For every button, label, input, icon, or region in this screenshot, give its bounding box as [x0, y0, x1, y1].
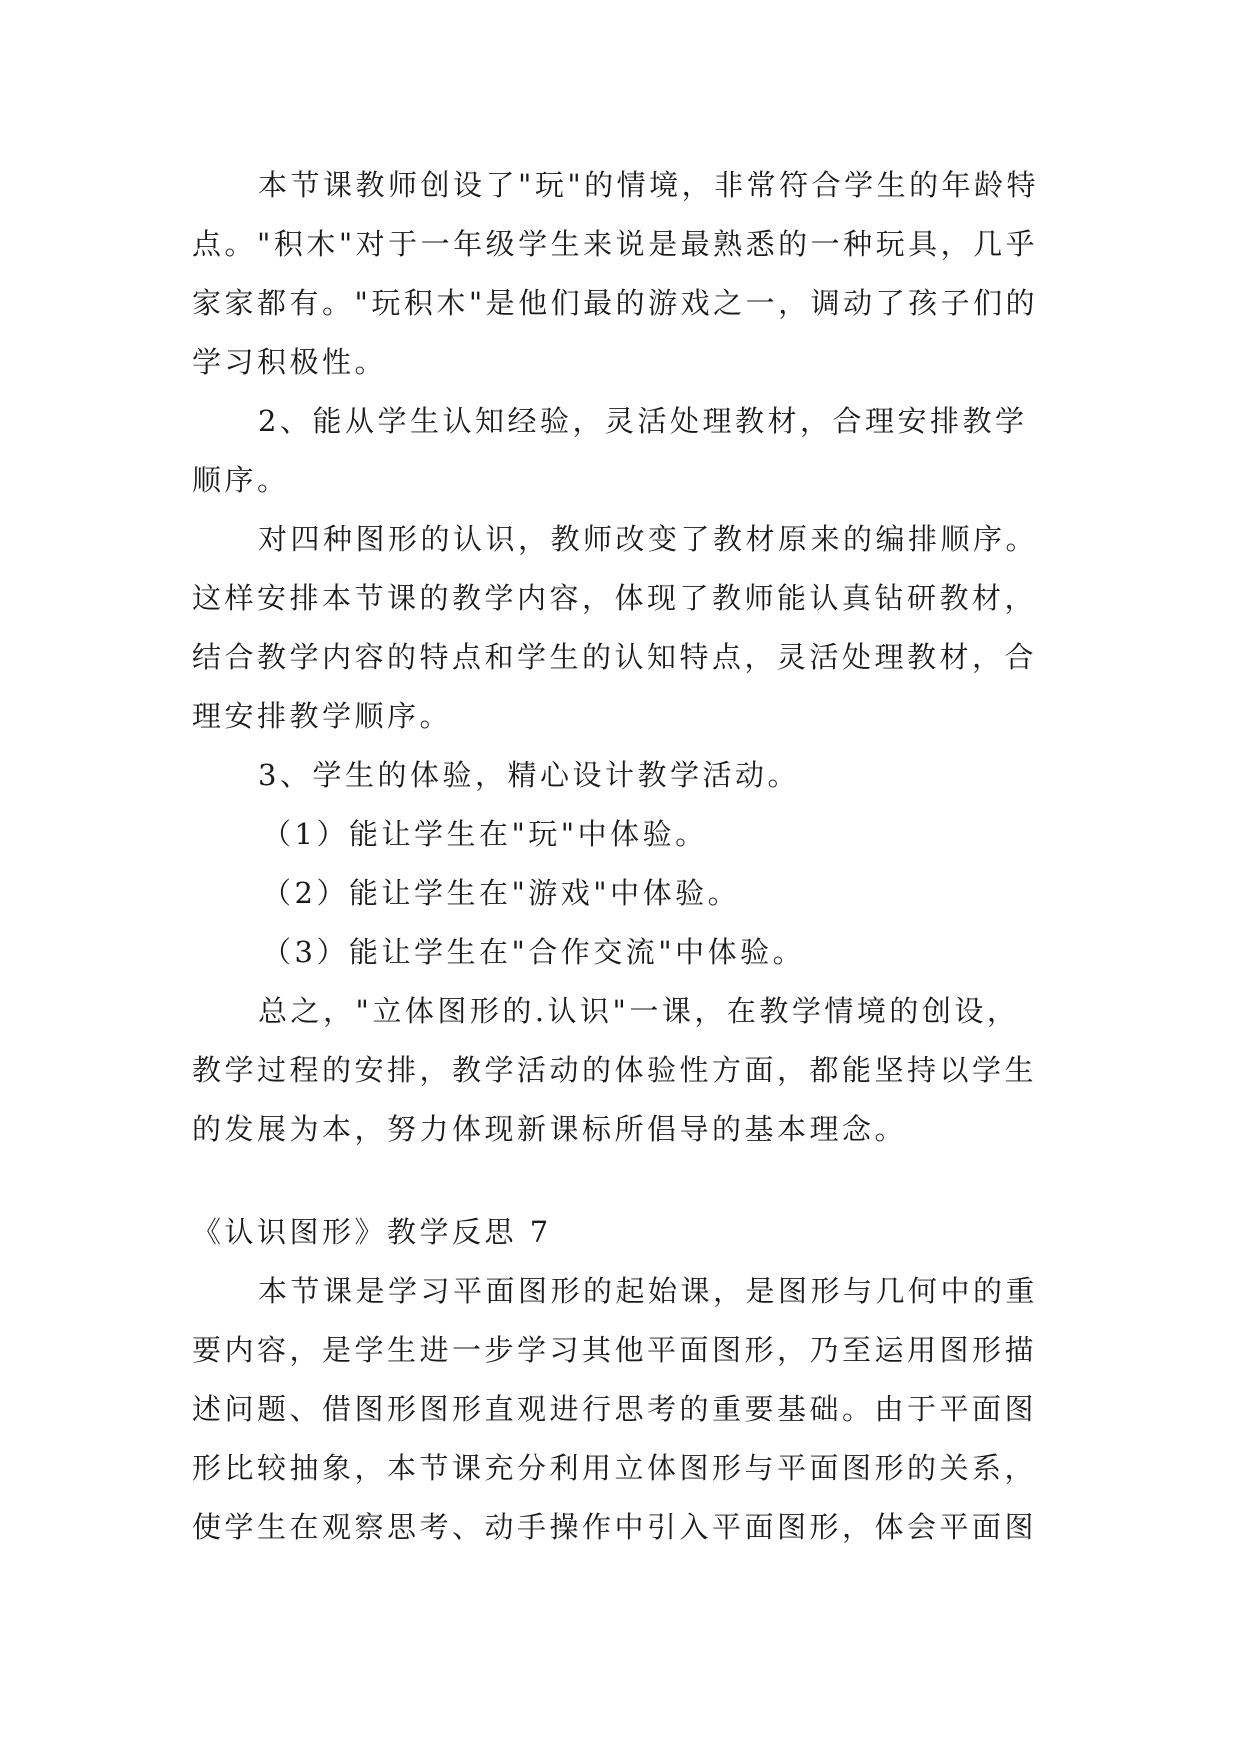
- paragraph-line: 本节课教师创设了"玩"的情境，非常符合学生的年龄特: [258, 168, 1040, 202]
- list-item: （2）能让学生在"游戏"中体验。: [262, 876, 741, 910]
- paragraph-line: 学习积极性。: [192, 345, 388, 379]
- list-item: （3）能让学生在"合作交流"中体验。: [262, 935, 806, 969]
- section-heading: 《认识图形》教学反思 7: [192, 1215, 552, 1249]
- paragraph-line: 顺序。: [192, 463, 290, 497]
- paragraph-line: 述问题、借图形图形直观进行思考的重要基础。由于平面图: [192, 1392, 1038, 1426]
- paragraph-line: 要内容，是学生进一步学习其他平面图形，乃至运用图形描: [192, 1333, 1038, 1367]
- paragraph-line: 总之，"立体图形的.认识"一课，在教学情境的创设，: [258, 994, 1020, 1028]
- paragraph-line: 点。"积木"对于一年级学生来说是最熟悉的一种玩具，几乎: [192, 227, 1039, 261]
- paragraph-line: 教学过程的安排，教学活动的体验性方面，都能坚持以学生: [192, 1053, 1038, 1087]
- paragraph-line: 对四种图形的认识，教师改变了教材原来的编排顺序。: [258, 522, 1039, 556]
- paragraph-line: 3、学生的体验，精心设计教学活动。: [258, 758, 800, 792]
- list-item: （1）能让学生在"玩"中体验。: [262, 817, 708, 851]
- paragraph-line: 使学生在观察思考、动手操作中引入平面图形，体会平面图: [192, 1510, 1038, 1544]
- paragraph-line: 这样安排本节课的教学内容，体现了教师能认真钻研教材，: [192, 581, 1038, 615]
- paragraph-line: 理安排教学顺序。: [192, 699, 453, 733]
- paragraph-line: 结合教学内容的特点和学生的认知特点，灵活处理教材，合: [192, 640, 1038, 674]
- paragraph-line: 的发展为本，努力体现新课标所倡导的基本理念。: [192, 1112, 908, 1146]
- paragraph-line: 本节课是学习平面图形的起始课，是图形与几何中的重: [258, 1274, 1039, 1308]
- paragraph-line: 家家都有。"玩积木"是他们最的游戏之一，调动了孩子们的: [192, 286, 1039, 320]
- paragraph-line: 2、能从学生认知经验，灵活处理教材，合理安排教学: [258, 404, 1028, 438]
- paragraph-line: 形比较抽象，本节课充分利用立体图形与平面图形的关系，: [192, 1451, 1038, 1485]
